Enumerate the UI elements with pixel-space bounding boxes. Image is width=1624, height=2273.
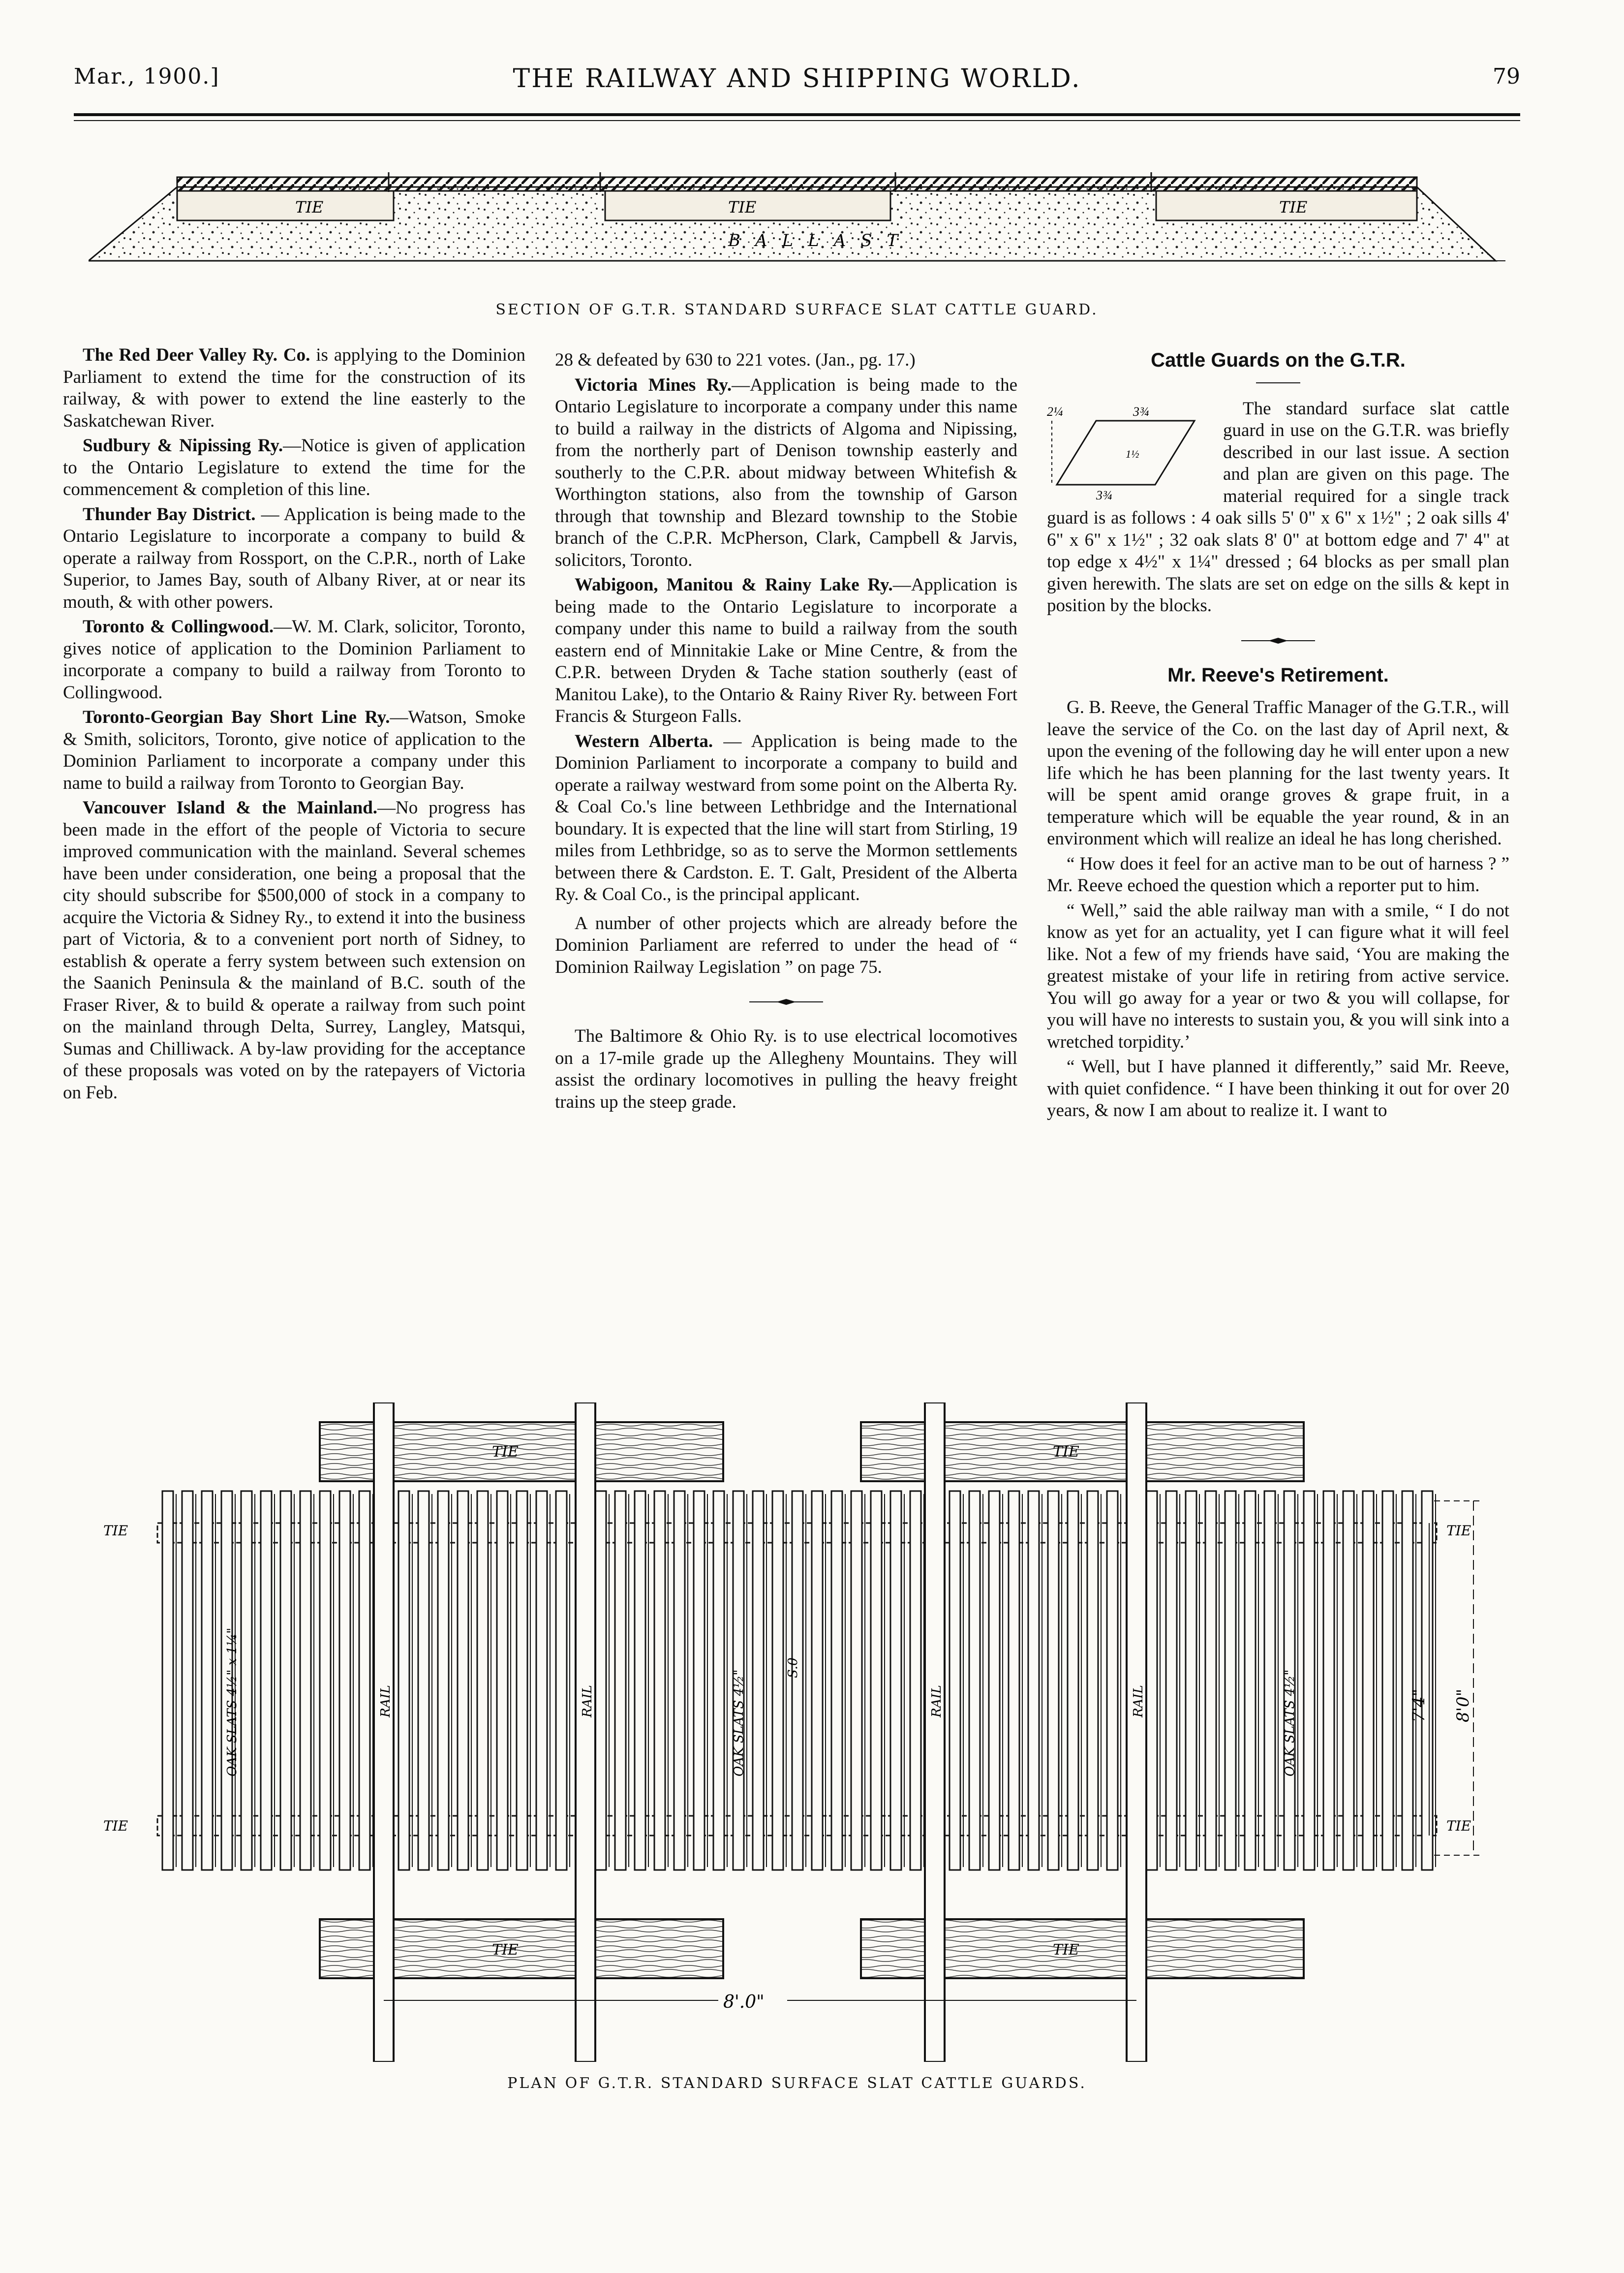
rail-label: RAIL (580, 1685, 595, 1717)
oak-slat (910, 1491, 921, 1870)
oak-slat (871, 1491, 882, 1870)
plan-tie-label: TIE (1053, 1941, 1079, 1959)
oak-slat (713, 1491, 724, 1870)
article-sudbury (63, 435, 525, 501)
oak-slat (320, 1491, 331, 1870)
article-text: —Notice is given of application to the Ontario Legislature to extend the time for the commencement & completion of this line. (63, 436, 525, 499)
heading-reeve-retirement: Mr. Reeve's Retirement. (1167, 664, 1389, 686)
article-lead: Vancouver Island & the Mainland. (83, 798, 378, 818)
rail-label: RAIL (1131, 1685, 1146, 1717)
reeve-para-4: “ Well, but I have planned it differently,” said Mr. Reeve, with quiet confidence. “ I have been thinking it out for over 20 years, & now I am about to realize it. I want to (1047, 1057, 1509, 1121)
oak-slat (517, 1491, 527, 1870)
oak-slat (1402, 1491, 1413, 1870)
oak-slat (792, 1491, 803, 1870)
oak-slat (1264, 1491, 1275, 1870)
oak-slat (261, 1491, 272, 1870)
section-ballast-label: BALLAST (728, 231, 913, 250)
oak-slat (851, 1491, 862, 1870)
plan-diagram-svg (89, 1402, 1505, 2062)
reeve-para-3: “ Well,” said the able railway man with a smile, “ I do not know as yet for an actuality, yet I can figure what it will feel like. Not a few of my friends have said, ‘You are making the greatest mistake of your life in retiring from active service. You will go away for a year or two & you will collapse, for you will have no interests to sustain you, & you will sink into a wretched torpidity.’ (1047, 900, 1509, 1052)
figure-caption-plan: PLAN OF G.T.R. STANDARD SURFACE SLAT CATTLE GUARDS. (507, 2075, 1087, 2092)
oak-slat (438, 1491, 449, 1870)
oak-slat (1186, 1491, 1196, 1870)
article-lead: Thunder Bay District. (83, 504, 256, 525)
plan-tie-label: TIE (492, 1443, 519, 1461)
cattle-guard-text: The standard surface slat cattle guard in use on the G.T.R. was briefly described in our last issue. A section and plan are given on this page. The material required for a single track guard is as follows : 4 oak sills 5' 0" x 6" x 1½" ; 2 oak sills 4' 6" x 6" x 1½" ; 32 oak slats 8' 0" at bottom edge and 7' 4" at top edge x 4½" x 1¼" dressed ; 64 blocks as per small plan given herewith. The slats are set on edge on the sills & kept in position by the blocks. (1047, 398, 1509, 616)
oak-slat (300, 1491, 311, 1870)
oak-slat (1009, 1491, 1019, 1870)
plan-tie-label: TIE (1053, 1443, 1079, 1461)
article-lead: Wabigoon, Manitou & Rainy Lake Ry. (575, 575, 893, 595)
article-lead: Victoria Mines Ry. (575, 374, 732, 395)
plan-tie-label: TIE (492, 1941, 519, 1959)
article-cattle-guards (1047, 398, 1509, 617)
dimension-label: 8'0" (1453, 1688, 1473, 1722)
oak-slat (635, 1491, 645, 1870)
journal-title: THE RAILWAY AND SHIPPING WORLD. (513, 64, 1081, 93)
oak-slat (182, 1491, 193, 1870)
heading-rule (1256, 382, 1300, 383)
article-text: —W. M. Clark, solicitor, Toronto, gives notice of application to the Dominion Parliament to incorporate a company to build a railway from Toronto to Collingwood. (63, 617, 525, 703)
dimension-label: S.0 (786, 1657, 800, 1678)
oak-slat (241, 1491, 252, 1870)
oak-slat (1323, 1491, 1334, 1870)
oak-slat (202, 1491, 213, 1870)
oak-slat (1205, 1491, 1216, 1870)
rail-label: RAIL (929, 1685, 944, 1717)
article-text: —Application is being made to the Ontario Legislature to incorporate a company under this name to build a railway in the districts of Algoma and Nipissing, from the northerly part of Denison township easterly and southerly to the C.P.R. about midway between Whitefish & Worthington stations, also from the township of Garson through that township and Blezard township to the Stobie branch of the C.P.R. McPherson, Clark, Campbell & Jarvis, solicitors, Toronto. (555, 374, 1017, 570)
page-number: 79 (1493, 64, 1520, 89)
section-tie-label: TIE (295, 198, 324, 217)
article-red-deer (63, 344, 525, 432)
column-3 (1047, 349, 1509, 1125)
plan-tie-label: TIE (1446, 1818, 1471, 1834)
article-text: — Application is being made to the Ontario Legislature to incorporate a company to build & operate a railway from Rossport, on the C.P.R., north of Lake Superior, to James Bay, south of Albany River, at or near its mouth, & with other powers. (63, 504, 525, 612)
reeve-para-2: “ How does it feel for an active man to be out of harness ? ” Mr. Reeve echoed the question which a reporter put to him. (1047, 853, 1509, 896)
oak-slat (536, 1491, 547, 1870)
plan-diagram (89, 1402, 1505, 2062)
oak-slat (1107, 1491, 1118, 1870)
article-vancouver (63, 797, 525, 1104)
article-lead: Western Alberta. (575, 731, 713, 751)
dimension-label: 7'4" (1409, 1688, 1429, 1722)
article-georgian-bay (63, 707, 525, 794)
column-1 (63, 344, 525, 1107)
ornament-divider (1241, 637, 1315, 645)
column-2 (555, 349, 1017, 1116)
dim-label: 3¾ (1096, 488, 1112, 499)
oak-slat (1422, 1491, 1433, 1870)
dimension-label: 8'.0" (723, 1992, 765, 2012)
oak-slat (1166, 1491, 1177, 1870)
oak-slat (1363, 1491, 1374, 1870)
section-diagram-svg (89, 162, 1505, 276)
oak-slat (497, 1491, 508, 1870)
oak-slat (1225, 1491, 1236, 1870)
header-rule-thick (74, 113, 1520, 116)
dim-label: 1½ (1126, 447, 1139, 460)
block-plan-figure (1047, 401, 1214, 499)
oak-slat (654, 1491, 665, 1870)
section-tie-label: TIE (728, 198, 757, 217)
oak-slat (1068, 1491, 1078, 1870)
figure-caption-section: SECTION OF G.T.R. STANDARD SURFACE SLAT CATTLE GUARD. (495, 301, 1099, 318)
article-lead: Sudbury & Nipissing Ry. (83, 436, 283, 456)
header-rule-thin (74, 120, 1520, 121)
oak-slat (615, 1491, 626, 1870)
oak-slat (831, 1491, 842, 1870)
article-wabigoon (555, 574, 1017, 728)
issue-date: Mar., 1900.] (74, 64, 220, 89)
oak-slat (556, 1491, 567, 1870)
plan-tie-label: TIE (1446, 1523, 1471, 1539)
heading-cattle-guards: Cattle Guards on the G.T.R. (1151, 349, 1406, 371)
oak-slat (950, 1491, 960, 1870)
oak-slat (1087, 1491, 1098, 1870)
oak-slat (458, 1491, 468, 1870)
article-text: — Application is being made to the Dominion Parliament to incorporate a company to build and operate a railway westward from some point on the Alberta Ry. & Coal Co.'s line between Lethbridge and the International boundary. It is expected that the line will start from Stirling, 19 miles from Lethbridge, so as to serve the Mormon settlements between there & Cardston. E. T. Galt, President of the Alberta Ry. & Coal Co., is the principal applicant. (555, 731, 1017, 904)
ornament-divider (749, 998, 823, 1006)
section-tie-label: TIE (1279, 198, 1308, 217)
oak-slat (1028, 1491, 1039, 1870)
dim-label: 2¼ (1047, 404, 1063, 419)
oak-slat (753, 1491, 764, 1870)
page-header (74, 64, 1520, 98)
oak-slat (280, 1491, 291, 1870)
oak-slat (359, 1491, 370, 1870)
oak-slat (1048, 1491, 1059, 1870)
article-lead: Toronto-Georgian Bay Short Line Ry. (83, 707, 390, 727)
oak-slat (969, 1491, 980, 1870)
oak-slat (1304, 1491, 1315, 1870)
oak-slat (1245, 1491, 1256, 1870)
oak-slat (1382, 1491, 1393, 1870)
article-western-alberta (555, 731, 1017, 906)
article-thunder-bay (63, 504, 525, 614)
article-victoria-mines (555, 374, 1017, 572)
oak-slat (477, 1491, 488, 1870)
oak-slat (339, 1491, 350, 1870)
plan-tie-label: TIE (103, 1523, 128, 1539)
reeve-para-1: G. B. Reeve, the General Traffic Manager of the G.T.R., will leave the service of the Co. on the last day of April next, & upon the evening of the following day he will enter upon a new life which he has been planning for the last twenty years. It will be spent amid orange groves & grape fruit, in a temperature which will be equable the year round, & in an environment which will realize an ideal he has long cherished. (1047, 697, 1509, 849)
oak-slats-label: OAK SLATS 4½" (732, 1669, 746, 1776)
oak-slat (398, 1491, 409, 1870)
article-baltimore-ohio: The Baltimore & Ohio Ry. is to use electrical locomotives on a 17-mile grade up the Allegheny Mountains. They will assist the ordinary locomotives in pulling the heavy freight trains up the steep grade. (555, 1026, 1017, 1112)
oak-slat (812, 1491, 823, 1870)
oak-slat (418, 1491, 429, 1870)
oak-slats-label: OAK SLATS 4½" x 1¼" (225, 1627, 240, 1776)
oak-slat (890, 1491, 901, 1870)
oak-slat (694, 1491, 705, 1870)
article-toronto-collingwood (63, 616, 525, 704)
section-diagram (89, 162, 1505, 276)
rail-label: RAIL (378, 1685, 393, 1717)
article-other-projects: A number of other projects which are already before the Dominion Parliament are referred to under the head of “ Dominion Railway Legislation ” on page 75. (555, 913, 1017, 977)
oak-slat (162, 1491, 173, 1870)
oak-slats-label: OAK SLATS 4½" (1283, 1669, 1297, 1776)
oak-slat (674, 1491, 685, 1870)
article-lead: Toronto & Collingwood. (83, 617, 274, 637)
article-text: —No progress has been made in the effort of the people of Victoria to secure improved communication with the mainland. Several schemes have been under consideration, one being a proposal that the city should subscribe for $500,000 of stock in a company to acquire the Victoria & Sidney Ry., to extend it into the business part of Victoria, & to a convenient port north of Sidney, to establish & operate a ferry system between such extension on the Saanich Peninsula & the mainland of B.C. south of the Fraser River, & to build & operate a railway from such point on the mainland through Delta, Surrey, Langley, Matsqui, Sumas and Chilliwack. A by-law providing for the acceptance of these proposals was voted on by the ratepayers of Victoria on Feb. (63, 798, 526, 1103)
dim-label: 3¾ (1133, 404, 1149, 419)
oak-slat (595, 1491, 606, 1870)
oak-slat (1343, 1491, 1354, 1870)
oak-slat (1146, 1491, 1157, 1870)
article-text: is applying to the Dominion Parliament to extend the time for the construction of its railway, & with power to extend the line easterly to the Saskatchewan River. (63, 345, 525, 431)
article-text: —Watson, Smoke & Smith, solicitors, Toronto, give notice of application to the Dominion Parliament to incorporate a company under this name to build a railway from Toronto to Georgian Bay. (63, 707, 526, 793)
plan-tie-label: TIE (103, 1818, 128, 1834)
oak-slat (989, 1491, 1000, 1870)
oak-slat (772, 1491, 783, 1870)
article-lead: The Red Deer Valley Ry. Co. (83, 345, 310, 365)
article-text: —Application is being made to the Ontario Legislature to incorporate a company under this name to build a railway from the south eastern end of Minnitakie Lake or Mine Centre, & from the C.P.R. between Dryden & Tache station southerly (east of Manitou Lake), to the Ontario & Rainy River Ry. between Fort Francis & Sturgeon Falls. (555, 575, 1017, 726)
article-continued: 28 & defeated by 630 to 221 votes. (Jan., pg. 17.) (555, 350, 916, 370)
